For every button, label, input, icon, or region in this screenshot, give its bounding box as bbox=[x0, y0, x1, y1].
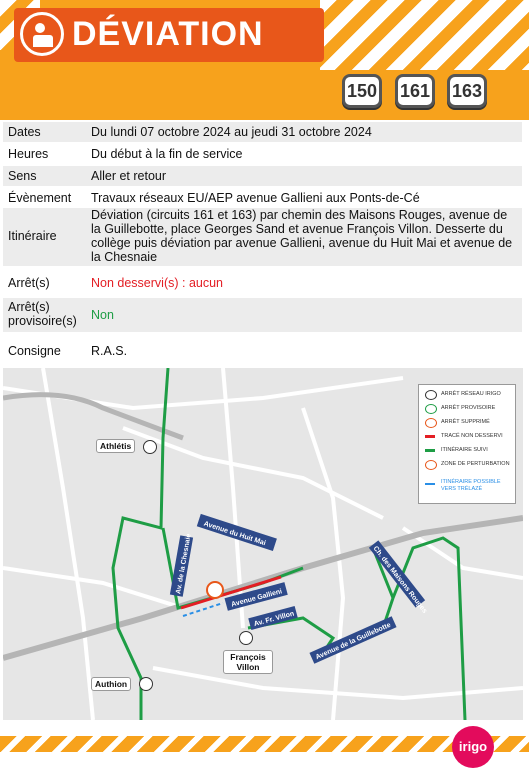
street-fr-villon: Av. Fr. Villon bbox=[253, 610, 296, 629]
legend-item: ARRÊT RÉSEAU IRIGO bbox=[441, 391, 501, 397]
detour-map bbox=[3, 368, 523, 720]
legend-item: ITINÉRAIRE SUIVI bbox=[441, 447, 488, 453]
row-temp-stops bbox=[3, 298, 522, 332]
street-gallieni: Avenue Gallieni bbox=[230, 588, 283, 609]
value-stops: Non desservi(s) : aucun bbox=[91, 276, 224, 290]
hazard-stripes-footer bbox=[0, 736, 529, 752]
label-instruction: Consigne bbox=[8, 344, 61, 358]
works-zone-icon bbox=[207, 582, 223, 598]
label-stops: Arrêt(s) bbox=[8, 276, 50, 290]
hazard-stripes-right bbox=[320, 0, 529, 70]
line-badge-161: 161 bbox=[395, 74, 435, 108]
footer bbox=[0, 730, 529, 770]
legend-blue-dashed bbox=[425, 483, 435, 485]
value-dates: Du lundi 07 octobre 2024 au jeudi 31 octobre 2024 bbox=[91, 125, 372, 139]
legend-item: ITINÉRAIRE POSSIBLE VERS TRÉLAZÉ bbox=[441, 479, 501, 492]
value-hours: Du début à la fin de service bbox=[91, 147, 243, 161]
street-chesnaie: Av. de la Chesnaie bbox=[175, 533, 193, 595]
label-hours: Heures bbox=[8, 147, 49, 161]
label-temp-stops: Arrêt(s) provisoire(s) bbox=[8, 300, 77, 328]
value-direction: Aller et retour bbox=[91, 169, 167, 183]
street-maisons-rouges: Ch. des Maisons Rouges bbox=[371, 545, 429, 615]
bus-stop-icon bbox=[239, 631, 253, 645]
bus-stop-icon bbox=[143, 440, 157, 454]
row-direction bbox=[3, 166, 522, 186]
label-dates: Dates bbox=[8, 125, 41, 139]
stop-name-authion: Authion bbox=[91, 677, 131, 691]
bus-stop-icon bbox=[139, 677, 153, 691]
street-guillebotte: Avenue de la Guillebotte bbox=[314, 621, 392, 662]
row-hours bbox=[3, 144, 522, 164]
roadworks-icon bbox=[20, 12, 64, 56]
value-temp-stops: Non bbox=[91, 308, 114, 322]
title-box bbox=[14, 8, 324, 62]
legend-item: ARRÊT SUPPRIMÉ bbox=[441, 419, 490, 425]
irigo-logo: irigo bbox=[452, 726, 494, 768]
legend-item: TRACÉ NON DESSERVI bbox=[441, 433, 503, 439]
value-event: Travaux réseaux EU/AEP avenue Gallieni aux Ponts-de-Cé bbox=[91, 191, 420, 205]
row-instruction bbox=[3, 338, 522, 358]
map-legend bbox=[418, 384, 516, 504]
line-badge-150: 150 bbox=[342, 74, 382, 108]
legend-item: ZONE DE PERTURBATION bbox=[441, 461, 510, 467]
bus-stop-icon bbox=[425, 390, 437, 400]
page-title: DÉVIATION bbox=[72, 15, 264, 53]
value-route: Déviation (circuits 161 et 163) par chemin des Maisons Rouges, avenue de la Guillebotte, place Georges Sand et avenue François Villon. Desserte du collège puis déviation par avenue Gallieni, avenue du Huit Mai et avenue de la Chesnaie bbox=[91, 208, 513, 264]
temp-stop-icon bbox=[425, 404, 437, 414]
stop-name-athletis: Athlétis bbox=[96, 439, 135, 453]
legend-item: ARRÊT PROVISOIRE bbox=[441, 405, 496, 411]
header-banner bbox=[0, 0, 529, 120]
row-event bbox=[3, 188, 522, 208]
legend-red-line bbox=[425, 435, 435, 438]
label-route: Itinéraire bbox=[8, 229, 57, 243]
works-zone-icon bbox=[425, 460, 437, 470]
row-stops bbox=[3, 270, 522, 294]
legend-green-line bbox=[425, 449, 435, 452]
label-event: Évènement bbox=[8, 191, 72, 205]
removed-stop-icon bbox=[425, 418, 437, 428]
row-route bbox=[3, 208, 522, 266]
label-direction: Sens bbox=[8, 169, 37, 183]
line-badge-163: 163 bbox=[447, 74, 487, 108]
value-instruction: R.A.S. bbox=[91, 344, 128, 358]
row-dates bbox=[3, 122, 522, 142]
stop-name-francois-villon: François Villon bbox=[223, 650, 273, 674]
street-huit-mai: Avenue du Huit Mai bbox=[202, 520, 267, 548]
